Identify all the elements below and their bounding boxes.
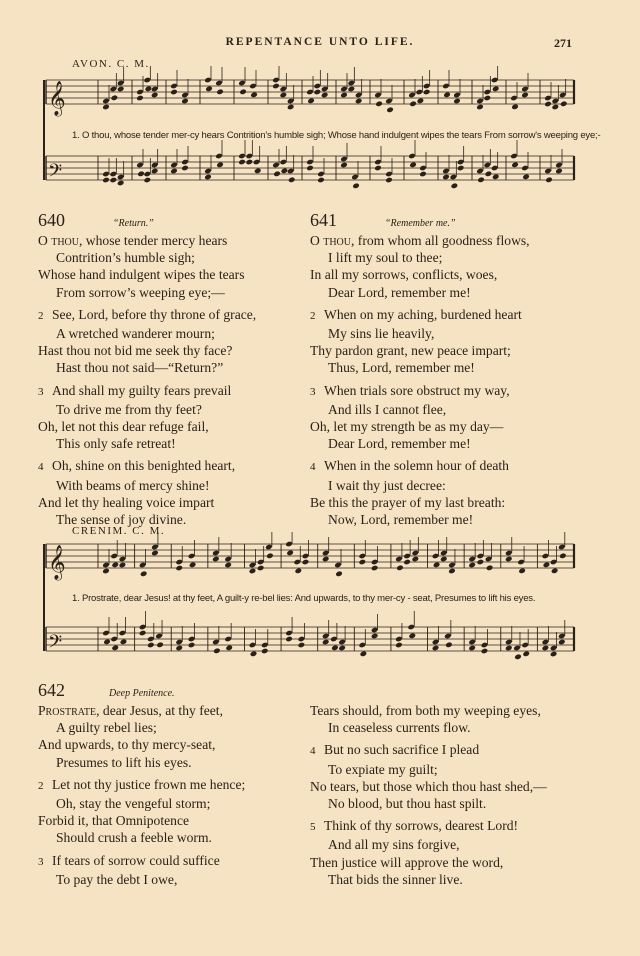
note-head — [505, 556, 513, 563]
verse-text: Oh, stay the vengeful storm; — [56, 796, 211, 812]
verse-text: See, Lord, before thy throne of grace, — [52, 306, 257, 322]
note-head — [273, 171, 281, 178]
verse-text: Should crush a feeble worm. — [56, 830, 212, 846]
note-head — [432, 645, 440, 652]
verse-line — [310, 741, 610, 760]
note-head — [287, 104, 295, 111]
verse-text: This only safe retreat! — [56, 436, 176, 452]
note-head — [322, 556, 330, 563]
note-head — [412, 556, 420, 563]
note-head — [348, 86, 356, 93]
verse-line — [310, 418, 600, 435]
verse-line — [38, 736, 308, 753]
note-head — [448, 568, 456, 575]
verse-line — [310, 836, 610, 853]
note-head — [156, 642, 164, 649]
note-head — [477, 177, 485, 184]
verse-line — [310, 284, 600, 301]
note-head — [545, 177, 553, 184]
verse-text: Hast thou not said—“Return?” — [56, 360, 224, 376]
note-head — [403, 559, 411, 566]
verse-text: I wait thy just decree: — [328, 477, 446, 493]
note-head — [481, 648, 489, 655]
verse-text: And all my sins forgive, — [328, 837, 460, 853]
verse-line — [38, 325, 303, 342]
verse-text: Tears should, from both my weeping eyes, — [310, 703, 541, 718]
verse-line — [38, 795, 308, 812]
hymn-title: Deep Penitence. — [109, 688, 175, 699]
verse-line — [38, 776, 308, 795]
verse-line — [38, 702, 308, 719]
note-head — [204, 174, 212, 181]
note-head — [417, 98, 425, 105]
verse-text: Let not thy justice frown me hence; — [52, 776, 246, 792]
note-head — [280, 92, 288, 99]
note-head — [181, 98, 189, 105]
note-head — [409, 162, 417, 169]
note-head — [409, 101, 417, 108]
note-head — [522, 174, 530, 181]
verse-line — [310, 342, 600, 359]
verse-text: Thy pardon grant, new peace impart; — [310, 343, 511, 359]
treble-clef-icon: 𝄞 — [48, 545, 66, 580]
note-head — [188, 642, 196, 649]
note-head — [440, 556, 448, 563]
verse-line — [38, 266, 303, 283]
note-head — [560, 101, 568, 108]
verse-text: A guilty rebel lies; — [56, 720, 157, 736]
verse-line — [38, 852, 308, 871]
note-head — [385, 177, 393, 184]
verse-text: Be this the prayer of my last breath: — [310, 494, 506, 510]
note-head — [225, 645, 233, 652]
verse-line — [310, 401, 600, 418]
note-head — [285, 636, 293, 643]
hymn-642-text-right — [310, 702, 610, 888]
note-head — [286, 550, 294, 557]
note-head — [555, 168, 563, 175]
note-head — [254, 168, 262, 175]
note-head — [442, 174, 450, 181]
verse-text: When on my aching, burdened heart — [324, 306, 522, 322]
treble-clef-icon: 𝄞 — [48, 81, 66, 116]
verse-line — [38, 494, 303, 511]
verse-text: Dear Lord, remember me! — [328, 284, 471, 300]
note-head — [212, 556, 220, 563]
note-head — [468, 645, 476, 652]
verse-line — [310, 266, 600, 283]
note-head — [151, 92, 159, 99]
note-head — [457, 165, 465, 172]
note-head — [433, 562, 441, 569]
hymn-640-text — [38, 232, 303, 528]
note-head — [355, 98, 363, 105]
verse-text: Presumes to lift his eyes. — [56, 754, 192, 770]
verse-text: The sense of joy divine. — [56, 512, 187, 528]
stanza-number: 3 — [38, 855, 44, 868]
verse-line — [310, 382, 600, 401]
verse-text: When trials sore obstruct my way, — [324, 382, 510, 398]
verse-text: In all my sorrows, conflicts, woes, — [310, 267, 498, 283]
verse-first-words: O thou, — [310, 233, 355, 248]
hymn-642-heading — [38, 680, 175, 701]
note-head — [518, 568, 526, 575]
note-head — [205, 86, 213, 93]
verse-text: And shall my guilty fears prevail — [52, 382, 232, 398]
note-head — [386, 107, 394, 114]
note-head — [374, 165, 382, 172]
verse-text: If tears of sorrow could suffice — [52, 852, 220, 868]
note-head — [249, 568, 257, 575]
note-head — [281, 168, 289, 175]
verse-line — [310, 761, 610, 778]
note-head — [102, 104, 110, 111]
note-head — [521, 92, 529, 99]
note-head — [445, 642, 453, 649]
note-head — [110, 177, 118, 184]
verse-text: Forbid it, that Omnipotence — [38, 813, 190, 829]
verse-line — [38, 719, 308, 736]
note-head — [443, 92, 451, 99]
note-head — [175, 645, 183, 652]
note-head — [151, 168, 159, 175]
hymn-642-text-left — [38, 702, 308, 888]
verse-text: With beams of mercy shine! — [56, 477, 210, 493]
note-head — [322, 639, 330, 646]
note-head — [140, 571, 148, 578]
note-head — [505, 645, 513, 652]
note-head — [181, 165, 189, 172]
verse-text: No blood, but thou hast spilt. — [328, 796, 487, 812]
stanza-number: 3 — [310, 385, 316, 398]
verse-line — [310, 817, 610, 836]
note-head — [335, 571, 343, 578]
note-head — [189, 562, 197, 569]
note-head — [558, 639, 566, 646]
verse-text: A wretched wanderer mourn; — [56, 326, 215, 342]
note-head — [340, 162, 348, 169]
page-number: 271 — [554, 36, 572, 50]
note-head — [117, 180, 125, 187]
note-head — [145, 86, 153, 93]
verse-line — [310, 871, 610, 888]
verse-line — [38, 477, 303, 494]
hymn-number: 642 — [38, 680, 65, 700]
verse-first-words: O thou, — [38, 233, 83, 248]
stanza-number: 4 — [310, 745, 316, 758]
note-head — [272, 83, 280, 90]
note-head — [338, 645, 346, 652]
note-head — [144, 177, 152, 184]
verse-line — [310, 232, 600, 249]
verse-text: Hast thou not bid me seek thy face? — [38, 343, 233, 359]
tune-name-crenim: CRENIM. C. M. — [72, 525, 166, 537]
note-head — [476, 104, 484, 111]
verse-text: No tears, but those which thou hast shed,— — [310, 778, 547, 794]
verse-text: And ills I cannot flee, — [328, 401, 447, 417]
verse-line — [38, 359, 303, 376]
note-head — [485, 171, 493, 178]
bass-clef-icon: 𝄢 — [48, 632, 63, 657]
note-head — [544, 101, 552, 108]
note-head — [359, 559, 367, 566]
verse-line — [310, 854, 610, 871]
note-head — [239, 89, 247, 96]
note-head — [216, 162, 224, 169]
note-head — [423, 89, 431, 96]
note-head — [250, 92, 258, 99]
note-head — [213, 648, 221, 655]
verse-line — [38, 435, 303, 452]
note-head — [102, 177, 110, 184]
verse-text: When in the solemn hour of death — [324, 458, 509, 474]
note-head — [103, 639, 111, 646]
verse-text: From sorrow’s weeping eye;— — [56, 284, 225, 300]
verse-line — [310, 494, 600, 511]
note-head — [408, 633, 416, 640]
verse-text: Oh, let not this dear refuge fail, — [38, 419, 209, 435]
stanza-number: 5 — [310, 821, 316, 834]
note-head — [136, 95, 144, 102]
verse-line — [38, 418, 303, 435]
note-head — [224, 562, 232, 569]
note-head — [102, 568, 110, 575]
verse-line — [38, 232, 303, 249]
verse-line — [310, 306, 600, 325]
note-head — [137, 171, 145, 178]
note-head — [302, 559, 310, 566]
note-head — [477, 559, 485, 566]
note-head — [151, 550, 159, 557]
note-head — [111, 95, 119, 102]
stanza-number: 2 — [38, 309, 44, 322]
note-head — [352, 183, 360, 190]
hymn-641-heading — [310, 210, 456, 231]
note-head — [314, 89, 322, 96]
stanza-number: 2 — [38, 779, 44, 792]
verse-line — [310, 778, 610, 795]
note-head — [375, 101, 383, 108]
verse-line — [310, 359, 600, 376]
note-head — [396, 565, 404, 572]
note-head — [559, 553, 567, 560]
verse-text: I lift my soul to thee; — [328, 250, 443, 266]
verse-line — [38, 306, 303, 325]
verse-text: But no such sacrifice I plead — [324, 742, 480, 758]
note-head — [261, 648, 269, 655]
note-head — [451, 183, 459, 190]
note-head — [306, 165, 314, 172]
verse-text: dear Jesus, at thy feet, — [99, 703, 223, 718]
verse-line — [38, 829, 308, 846]
verse-text: Whose hand indulgent wipes the tears — [38, 267, 245, 283]
verse-first-words: Prostrate, — [38, 703, 100, 718]
verse-text: Now, Lord, remember me! — [328, 512, 474, 528]
note-head — [468, 562, 476, 569]
note-head — [117, 86, 125, 93]
verse-text: Then justice will approve the word, — [310, 854, 504, 870]
note-head — [486, 565, 494, 572]
note-head — [120, 639, 128, 646]
verse-line — [38, 249, 303, 266]
verse-line — [310, 477, 600, 494]
verse-text: Oh, let my strength be as my day— — [310, 419, 504, 435]
note-head — [317, 177, 325, 184]
note-head — [371, 633, 379, 640]
note-head — [511, 162, 519, 169]
note-head — [298, 642, 306, 649]
verse-line — [310, 511, 600, 528]
note-head — [371, 565, 379, 572]
note-head — [250, 651, 258, 658]
note-head — [147, 642, 155, 649]
bass-clef-icon: 𝄢 — [48, 161, 63, 186]
note-head — [288, 177, 296, 184]
note-head — [139, 630, 147, 637]
tune-lyric-avon: 1. O thou, whose tender mer-cy hears Contrition's humble sigh; Whose hand indulgent wipes the tears From sorrow's weeping eye;- — [72, 130, 601, 141]
verse-line — [38, 754, 308, 771]
verse-line — [38, 812, 308, 829]
verse-line — [310, 325, 600, 342]
verse-line — [310, 435, 600, 452]
verse-text: To drive me from thy feet? — [56, 401, 202, 417]
verse-text: To expiate my guilt; — [328, 761, 438, 777]
verse-line — [38, 871, 308, 888]
verse-text: Thus, Lord, remember me! — [328, 360, 475, 376]
note-head — [266, 553, 274, 560]
hymn-number: 641 — [310, 210, 337, 230]
note-head — [543, 562, 551, 569]
note-head — [331, 645, 339, 652]
verse-text: Oh, shine on this benighted heart, — [52, 458, 236, 474]
note-head — [111, 645, 119, 652]
verse-line — [310, 719, 610, 736]
verse-text: That bids the sinner live. — [328, 871, 463, 887]
verse-text: To pay the debt I owe, — [56, 871, 178, 887]
hymn-title: “Return.” — [113, 218, 154, 229]
verse-line — [310, 795, 610, 812]
verse-text: And let thy healing voice impart — [38, 494, 215, 510]
running-header: REPENTANCE UNTO LIFE. — [225, 36, 415, 48]
note-head — [419, 171, 427, 178]
verse-text: Dear Lord, remember me! — [328, 436, 471, 452]
note-head — [216, 89, 224, 96]
verse-text: whose tender mercy hears — [82, 233, 228, 248]
note-head — [522, 651, 530, 658]
note-head — [307, 98, 315, 105]
verse-text: My sins lie heavily, — [328, 326, 435, 342]
note-head — [453, 98, 461, 105]
note-head — [170, 89, 178, 96]
note-head — [257, 565, 265, 572]
note-head — [111, 562, 119, 569]
note-head — [295, 568, 303, 575]
note-head — [395, 642, 403, 649]
note-head — [246, 159, 254, 166]
note-head — [511, 104, 519, 111]
hymn-number: 640 — [38, 210, 65, 230]
verse-line — [310, 249, 600, 266]
verse-text: In ceaseless currents flow. — [328, 720, 471, 736]
note-head — [170, 168, 178, 175]
tune-lyric-crenim: 1. Prostrate, dear Jesus! at thy feet, A guilt-y re-bel lies: And upwards, to thy mer-cy - seat, Presumes to lift his eyes. — [72, 593, 536, 604]
note-head — [119, 562, 127, 569]
stanza-number: 2 — [310, 309, 316, 322]
note-head — [321, 92, 329, 99]
note-head — [492, 174, 500, 181]
verse-text: from whom all goodness flows, — [354, 233, 530, 248]
verse-line — [310, 702, 610, 719]
stanza-number: 4 — [38, 461, 44, 474]
tune-name-avon: AVON. C. M. — [72, 58, 150, 70]
note-head — [542, 645, 550, 652]
hymn-641-text — [310, 232, 600, 528]
note-head — [492, 86, 500, 93]
verse-text: And upwards, to thy mercy-seat, — [38, 737, 216, 753]
stanza-number: 3 — [38, 385, 44, 398]
note-head — [514, 654, 522, 661]
note-head — [551, 568, 559, 575]
verse-line — [38, 342, 303, 359]
hymn-title: “Remember me.” — [385, 218, 456, 229]
verse-line — [310, 457, 600, 476]
verse-text: Contrition’s humble sigh; — [56, 250, 195, 266]
note-head — [175, 565, 183, 572]
verse-line — [38, 457, 303, 476]
note-head — [484, 95, 492, 102]
note-head — [550, 651, 558, 658]
note-head — [238, 159, 246, 166]
verse-line — [38, 401, 303, 418]
note-head — [360, 651, 368, 658]
verse-line — [38, 382, 303, 401]
verse-text: Think of thy sorrows, dearest Lord! — [324, 818, 519, 834]
hymn-640-heading — [38, 210, 154, 231]
note-head — [552, 104, 560, 111]
verse-line — [38, 284, 303, 301]
stanza-number: 4 — [310, 461, 316, 474]
note-head — [340, 92, 348, 99]
